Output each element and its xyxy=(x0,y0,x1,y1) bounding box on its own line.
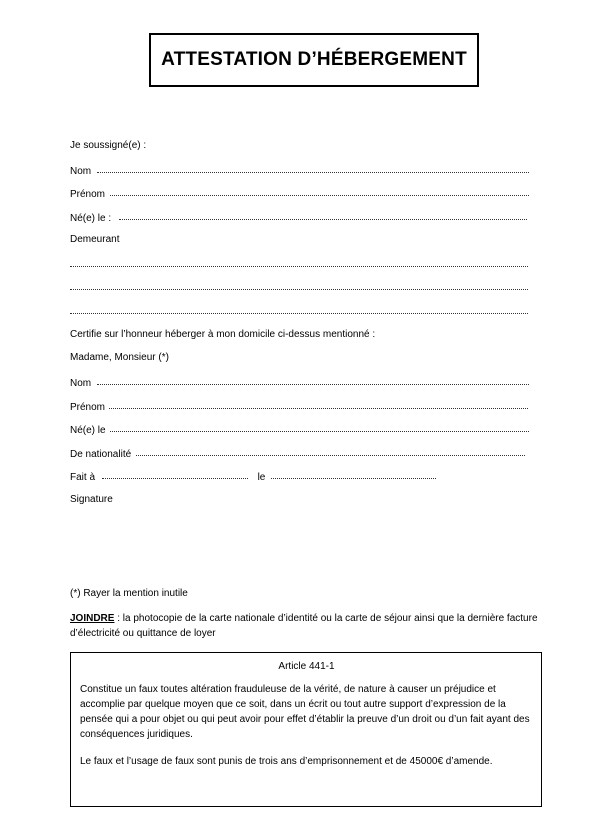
address-field-line-3[interactable] xyxy=(70,313,528,314)
nom-field[interactable] xyxy=(97,163,529,173)
hosted-prenom-field-row xyxy=(70,400,528,414)
place-field[interactable] xyxy=(102,469,248,479)
hosted-prenom-label: Prénom xyxy=(70,402,106,413)
nationality-label: De nationalité xyxy=(70,449,132,460)
article-title: Article 441-1 xyxy=(278,661,335,672)
nationality-field[interactable] xyxy=(136,446,525,456)
le-label: le xyxy=(257,472,266,483)
address-field-line-1[interactable] xyxy=(70,266,528,267)
fait-a-label: Fait à xyxy=(70,472,96,483)
address-label: Demeurant xyxy=(70,234,120,245)
prenom-field[interactable] xyxy=(110,186,529,196)
prenom-label: Prénom xyxy=(70,189,106,200)
article-paragraph-1: Constitue un faux toutes altération frauduleuse de la vérité, de nature à causer un préjudice et accomplie par quelque moyen que ce soit, dans un écrit ou tout autre support d’expression de la pensée qui a pour objet ou qui peut avoir pour effet d’établir la preuve d’un droit ou d’un fait ayant des conséquences juridiques. xyxy=(80,684,530,740)
birthdate-field[interactable] xyxy=(119,210,527,220)
hosted-birthdate-field-row xyxy=(70,423,529,437)
nom-label: Nom xyxy=(70,166,92,177)
date-field[interactable] xyxy=(271,469,436,479)
joindre-label: JOINDRE xyxy=(70,613,115,624)
joindre-text: : la photocopie de la carte nationale d’identité ou la carte de séjour ainsi que la dernière facture d’électricité ou quittance de loyer xyxy=(70,613,538,639)
hosted-nom-label: Nom xyxy=(70,378,92,389)
hosted-prenom-field[interactable] xyxy=(109,399,528,409)
signature-label: Signature xyxy=(70,494,113,505)
address-field-line-2[interactable] xyxy=(70,289,528,290)
prenom-field-row xyxy=(70,187,529,201)
hosted-nom-field[interactable] xyxy=(97,375,529,385)
document-title: ATTESTATION D’HÉBERGEMENT xyxy=(149,33,479,87)
certify-text: Certifie sur l’honneur héberger à mon domicile ci-dessus mentionné : xyxy=(70,329,376,340)
nom-field-row xyxy=(70,164,529,178)
place-date-row xyxy=(70,470,436,484)
civility-text: Madame, Monsieur (*) xyxy=(70,352,169,363)
birthdate-field-row xyxy=(70,211,527,225)
article-paragraph-2: Le faux et l’usage de faux sont punis de trois ans d’emprisonnement et de 45000€ d’amende. xyxy=(80,756,493,767)
nationality-field-row xyxy=(70,447,525,461)
footnote: (*) Rayer la mention inutile xyxy=(70,588,188,599)
hosted-birthdate-label: Né(e) le xyxy=(70,425,106,436)
birthdate-label: Né(e) le : xyxy=(70,213,112,224)
joindre-paragraph xyxy=(70,611,540,641)
hosted-birthdate-field[interactable] xyxy=(110,422,529,432)
hosted-nom-field-row xyxy=(70,376,529,390)
intro-label: Je soussigné(e) : xyxy=(70,140,147,151)
article-box xyxy=(70,652,542,807)
